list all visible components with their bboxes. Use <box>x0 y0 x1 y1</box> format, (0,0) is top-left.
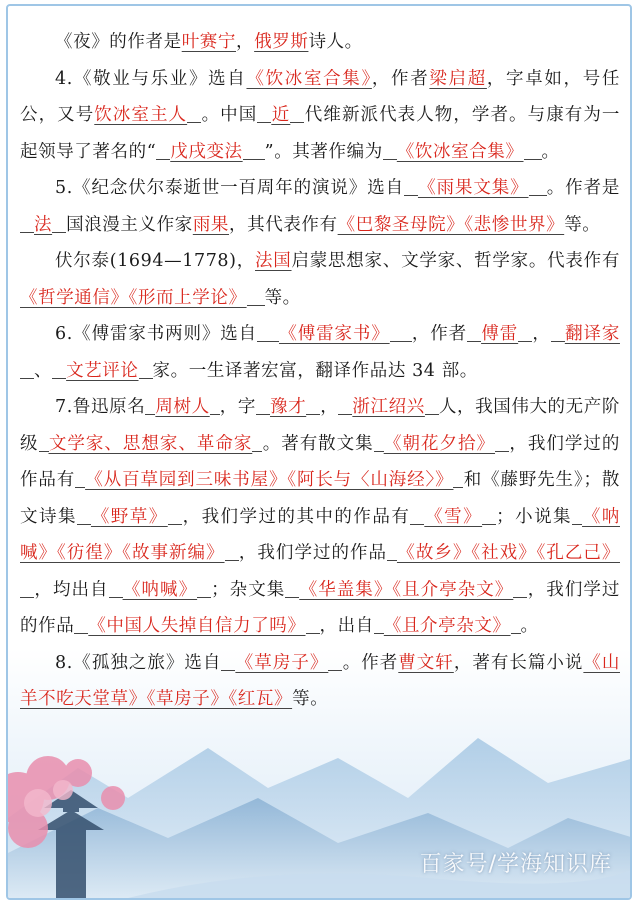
text: 国浪漫主义作家 <box>66 214 193 235</box>
text: 启蒙思想家、文学家、哲学家。代表作有 <box>291 251 620 271</box>
answer: 《傅雷家书》 <box>279 324 390 344</box>
blank <box>410 506 424 525</box>
blank <box>145 397 155 416</box>
blank <box>187 105 201 124</box>
text: 。作者 <box>342 652 399 673</box>
answer: 《朝花夕拾》 <box>383 433 496 454</box>
text: ，我们学过的作品 <box>238 543 387 563</box>
answer: 周树人 <box>155 397 210 417</box>
answer: 《雪》 <box>424 506 483 527</box>
blank <box>256 397 270 416</box>
paragraph-item-5 <box>20 170 620 243</box>
text: ，著有长篇小说 <box>453 652 584 673</box>
watermark: 百家号/学海知识库 <box>419 852 612 877</box>
text: 5.《纪念伏尔泰逝世一百周年的演说》选自 <box>55 178 404 198</box>
blank <box>513 579 527 598</box>
blank <box>168 506 182 525</box>
text: ；杂文集 <box>211 579 286 600</box>
answer: 戊戌变法 <box>170 141 243 162</box>
text: ， <box>236 32 255 52</box>
blank <box>482 506 496 525</box>
paragraph-item-4 <box>20 61 620 171</box>
blank <box>328 652 342 671</box>
text: ，我们学过的作品 <box>20 579 621 636</box>
blank <box>374 433 384 452</box>
text: 。 <box>520 616 539 636</box>
blank <box>74 616 88 635</box>
text: ，我们学过的其中的作品有 <box>181 506 411 527</box>
answer: 翻译家 <box>564 324 620 344</box>
answer: 梁启超 <box>429 68 487 89</box>
text: ， <box>320 397 339 417</box>
answer: 俄罗斯 <box>254 32 309 52</box>
blank <box>20 360 34 379</box>
page-frame <box>6 4 632 900</box>
blank <box>156 141 170 160</box>
blank <box>404 178 418 197</box>
answer: 《饮冰室合集》 <box>396 141 524 162</box>
text: ，均出自 <box>34 579 109 600</box>
text: 代维新派代表人物，学者。与康有为一起领导了著名的“ <box>20 105 620 162</box>
answer: 《呐喊》 <box>122 579 198 600</box>
answer: 《饮冰室合集》 <box>246 68 372 89</box>
paragraph-ye <box>20 24 620 61</box>
blank <box>511 616 521 635</box>
answer: 傅雷 <box>481 324 519 344</box>
answer: 《故乡》《社戏》《孔乙己》 <box>396 543 620 563</box>
blank <box>285 579 299 598</box>
paragraph-item-8 <box>20 645 620 718</box>
blank <box>467 324 481 343</box>
answer: 饮冰室主人 <box>94 105 188 125</box>
text: 《夜》的作者是 <box>55 32 182 52</box>
blank <box>425 397 439 416</box>
answer: 豫才 <box>269 397 307 417</box>
blank <box>221 652 235 671</box>
text: 。著有散文集 <box>262 433 374 454</box>
text: 诗人。 <box>308 32 363 52</box>
blank <box>210 397 220 416</box>
blank <box>257 324 279 343</box>
text: 等。 <box>292 689 329 709</box>
text: ，作者 <box>371 68 430 89</box>
text: 等。 <box>264 287 301 308</box>
answer: 法 <box>34 214 53 235</box>
answer: 《中国人失掉自信力了吗》 <box>88 616 306 636</box>
answer: 近 <box>271 105 291 125</box>
blank <box>39 433 49 452</box>
blank <box>290 105 304 124</box>
blank <box>529 178 547 197</box>
blank <box>52 360 66 379</box>
blank <box>390 324 412 343</box>
text: 、 <box>34 360 53 381</box>
text: 7.鲁迅原名 <box>55 397 146 417</box>
document-body <box>20 24 620 718</box>
answer: 《草房子》 <box>235 652 329 673</box>
text: 家。一生译著宏富，翻译作品达 34 部。 <box>152 360 478 381</box>
answer: 《且介亭杂文》 <box>383 616 511 636</box>
answer: 叶赛宁 <box>181 32 237 52</box>
blank <box>20 214 34 233</box>
text: 人，我国伟大的无产阶级 <box>20 397 621 454</box>
answer: 浙江绍兴 <box>352 397 425 417</box>
answer: 雨果 <box>192 214 230 235</box>
answer: 《雨果文集》 <box>417 178 529 198</box>
answer: 《哲学通信》《形而上学论》 <box>20 287 247 308</box>
blank <box>453 470 463 489</box>
answer: 文学家、思想家、革命家 <box>48 433 253 454</box>
blank <box>139 360 153 379</box>
text: ，其代表作有 <box>229 214 338 235</box>
blank <box>572 506 582 525</box>
blank <box>338 397 352 416</box>
answer: 《山羊不吃天堂草》《草房子》《红瓦》 <box>20 652 620 709</box>
blank <box>243 141 265 160</box>
paragraph-voltaire <box>20 243 620 316</box>
answer: 《巴黎圣母院》《悲惨世界》 <box>337 214 565 235</box>
blank <box>306 397 320 416</box>
blank <box>495 433 509 452</box>
answer: 文艺评论 <box>66 360 139 381</box>
answer: 法国 <box>255 251 292 271</box>
blank <box>20 579 34 598</box>
blank <box>252 433 262 452</box>
blank <box>197 579 211 598</box>
blank <box>247 287 265 306</box>
answer: 《呐喊》《彷徨》《故事新编》 <box>20 506 620 563</box>
text: 。中国 <box>201 105 258 125</box>
blank <box>524 141 542 160</box>
blank <box>75 470 85 489</box>
text: 等。 <box>564 214 601 235</box>
blank <box>306 616 320 635</box>
answer: 《野草》 <box>90 506 168 527</box>
text: 和《藤野先生》；散文诗集 <box>20 470 620 527</box>
paragraph-item-6 <box>20 316 620 389</box>
blank <box>225 543 239 562</box>
text: 。 <box>541 141 560 162</box>
text: ；小说集 <box>496 506 573 527</box>
blank <box>387 543 397 562</box>
text: ， <box>532 324 551 344</box>
text: ，作者 <box>411 324 468 344</box>
text: ”。其著作编为 <box>264 141 383 162</box>
answer: 《从百草园到三味书屋》《阿长与〈山海经〉》 <box>85 470 454 490</box>
blank <box>383 141 397 160</box>
blank <box>52 214 66 233</box>
text: 4.《敬业与乐业》选自 <box>55 68 247 89</box>
text: ，字卓如，号任公，又号 <box>20 68 620 125</box>
blank <box>77 506 91 525</box>
blank <box>551 324 565 343</box>
answer: 曹文轩 <box>398 652 454 673</box>
blank <box>109 579 123 598</box>
blank <box>518 324 532 343</box>
text: ，字 <box>219 397 256 417</box>
blank <box>257 105 271 124</box>
blank <box>374 616 384 635</box>
text: 伏尔泰(1694—1778)， <box>55 251 256 271</box>
text: ，我们学过的作品有 <box>20 433 620 490</box>
text: 8.《孤独之旅》选自 <box>55 652 222 673</box>
text: 。作者是 <box>546 178 621 198</box>
text: 6.《傅雷家书两则》选自 <box>55 324 258 344</box>
paragraph-item-7 <box>20 389 620 645</box>
answer: 《华盖集》《且介亭杂文》 <box>299 579 514 600</box>
text: ，出自 <box>319 616 374 636</box>
